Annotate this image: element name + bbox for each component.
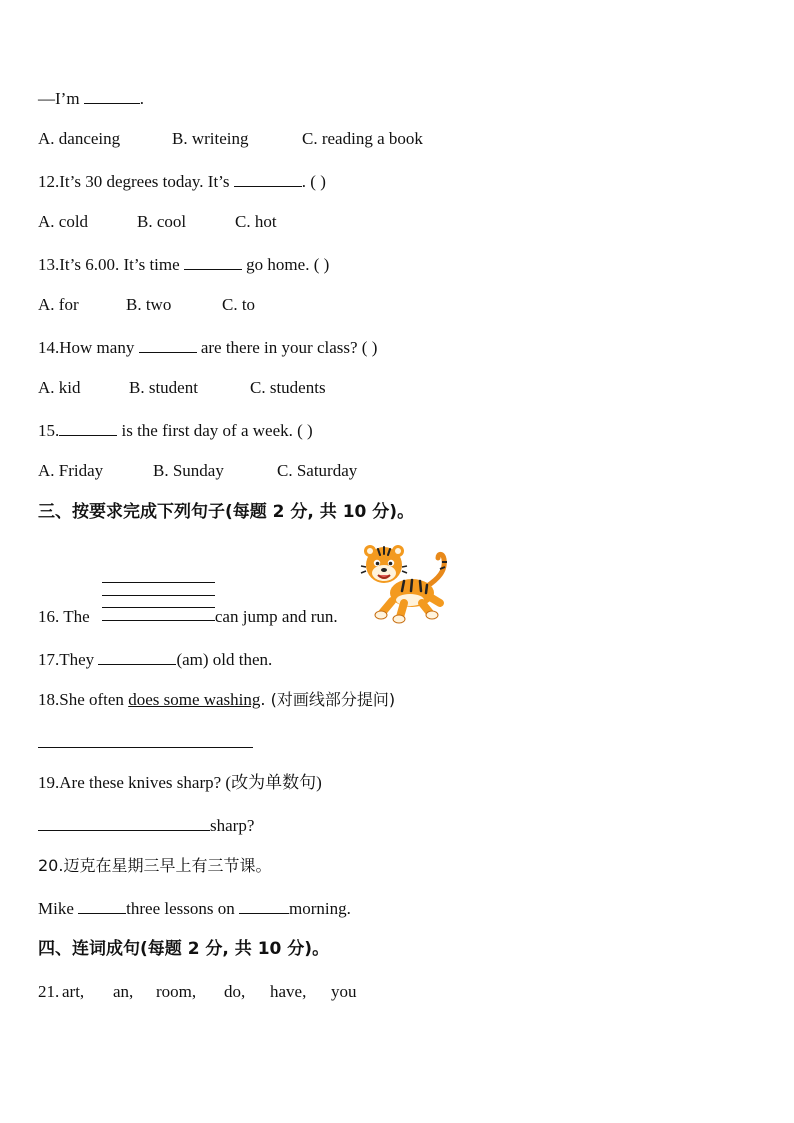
q12-blank[interactable] (234, 171, 302, 187)
q11-blank[interactable] (84, 88, 140, 104)
q13-text-before: 13.It’s 6.00. It’s time (38, 255, 184, 274)
q20-part-2: three lessons on (126, 899, 239, 918)
q12-option-c[interactable]: C. hot (235, 212, 277, 231)
q14-blank[interactable] (139, 337, 197, 353)
q15-question (38, 420, 313, 441)
q20-blank-1[interactable] (78, 898, 126, 914)
q18-question (38, 690, 395, 710)
q19-answer-blank[interactable] (38, 815, 210, 831)
q20-blank-2[interactable] (239, 898, 289, 914)
q13-option-c[interactable]: C. to (222, 295, 256, 314)
section-3-heading: 三、按要求完成下列句子(每题 2 分, 共 10 分)。 (38, 502, 415, 522)
q11-option-a[interactable]: A. danceing (38, 129, 121, 148)
q14-option-a[interactable]: A. kid (38, 378, 81, 397)
q16-text-before: 16. The (38, 607, 94, 626)
q21-word-1: art, (62, 982, 85, 1001)
q15-option-c[interactable]: C. Saturday (277, 461, 358, 480)
q16-writing-line-2[interactable] (102, 595, 215, 596)
q18-answer-blank[interactable] (38, 732, 253, 748)
q13-option-a[interactable]: A. for (38, 295, 79, 314)
q14-options (38, 378, 326, 398)
q11-suffix: . (139, 89, 145, 108)
q21-word-2: an, (113, 982, 134, 1001)
q11-answer-line (38, 88, 144, 109)
q21-word-6: you (331, 982, 357, 1001)
q15-option-a[interactable]: A. Friday (38, 461, 104, 480)
q21-number: 21. (38, 982, 60, 1001)
q14-text-after: are there in your class? ( ) (196, 338, 378, 357)
q19-answer-suffix: sharp? (210, 816, 255, 835)
q16-text-after: can jump and run. (214, 607, 338, 626)
q13-options (38, 295, 255, 315)
q13-text-after: go home. ( ) (241, 255, 330, 274)
q11-option-b[interactable]: B. writeing (172, 129, 249, 148)
q14-question (38, 337, 377, 358)
q18-text-after: . (对画线部分提问) (260, 690, 396, 709)
q12-option-b[interactable]: B. cool (137, 212, 187, 231)
q12-text-after: . ( ) (301, 172, 326, 191)
section-4-heading: 四、连词成句(每题 2 分, 共 10 分)。 (38, 939, 330, 959)
q15-blank[interactable] (59, 420, 117, 436)
q12-text-before: 12.It’s 30 degrees today. It’s (38, 172, 234, 191)
q12-question (38, 171, 326, 192)
q21-word-5: have, (270, 982, 307, 1001)
q14-option-c[interactable]: C. students (250, 378, 326, 397)
q16-writing-line-1[interactable] (102, 582, 215, 583)
q15-option-b[interactable]: B. Sunday (153, 461, 224, 480)
q20-answer-line (38, 898, 351, 919)
q18-text-before: 18.She often (38, 690, 129, 709)
q15-options (38, 461, 357, 481)
q12-option-a[interactable]: A. cold (38, 212, 89, 231)
q15-text-after: is the first day of a week. ( ) (117, 421, 313, 440)
q14-option-b[interactable]: B. student (129, 378, 198, 397)
q11-options (38, 129, 423, 149)
q13-question (38, 254, 329, 275)
q17-blank[interactable] (98, 649, 176, 665)
q21-word-4: do, (224, 982, 246, 1001)
q20-part-3: morning. (288, 899, 351, 918)
q19-answer-line (38, 815, 254, 836)
q14-text-before: 14.How many (38, 338, 139, 357)
q18-underlined-phrase: does some washing (128, 690, 261, 709)
q13-option-b[interactable]: B. two (126, 295, 172, 314)
q17-text-after: (am) old then. (176, 650, 273, 669)
q19-question: 19.Are these knives sharp? (改为单数句) (38, 773, 322, 792)
q21-word-3: room, (156, 982, 197, 1001)
q21-question (38, 982, 357, 1002)
q12-options (38, 212, 277, 232)
q15-text-before: 15. (38, 421, 60, 440)
tiger-icon (360, 543, 452, 625)
q20-part-1: Mike (38, 899, 79, 918)
q11-option-c[interactable]: C. reading a book (302, 129, 423, 148)
q17-question (38, 649, 272, 670)
q13-blank[interactable] (184, 254, 242, 270)
q11-prefix: —I’m (38, 89, 84, 108)
q18-answer-line (38, 732, 253, 753)
q20-question: 20.迈克在星期三早上有三节课。 (38, 856, 272, 875)
q17-text-before: 17.They (38, 650, 99, 669)
q16-question (38, 607, 338, 627)
